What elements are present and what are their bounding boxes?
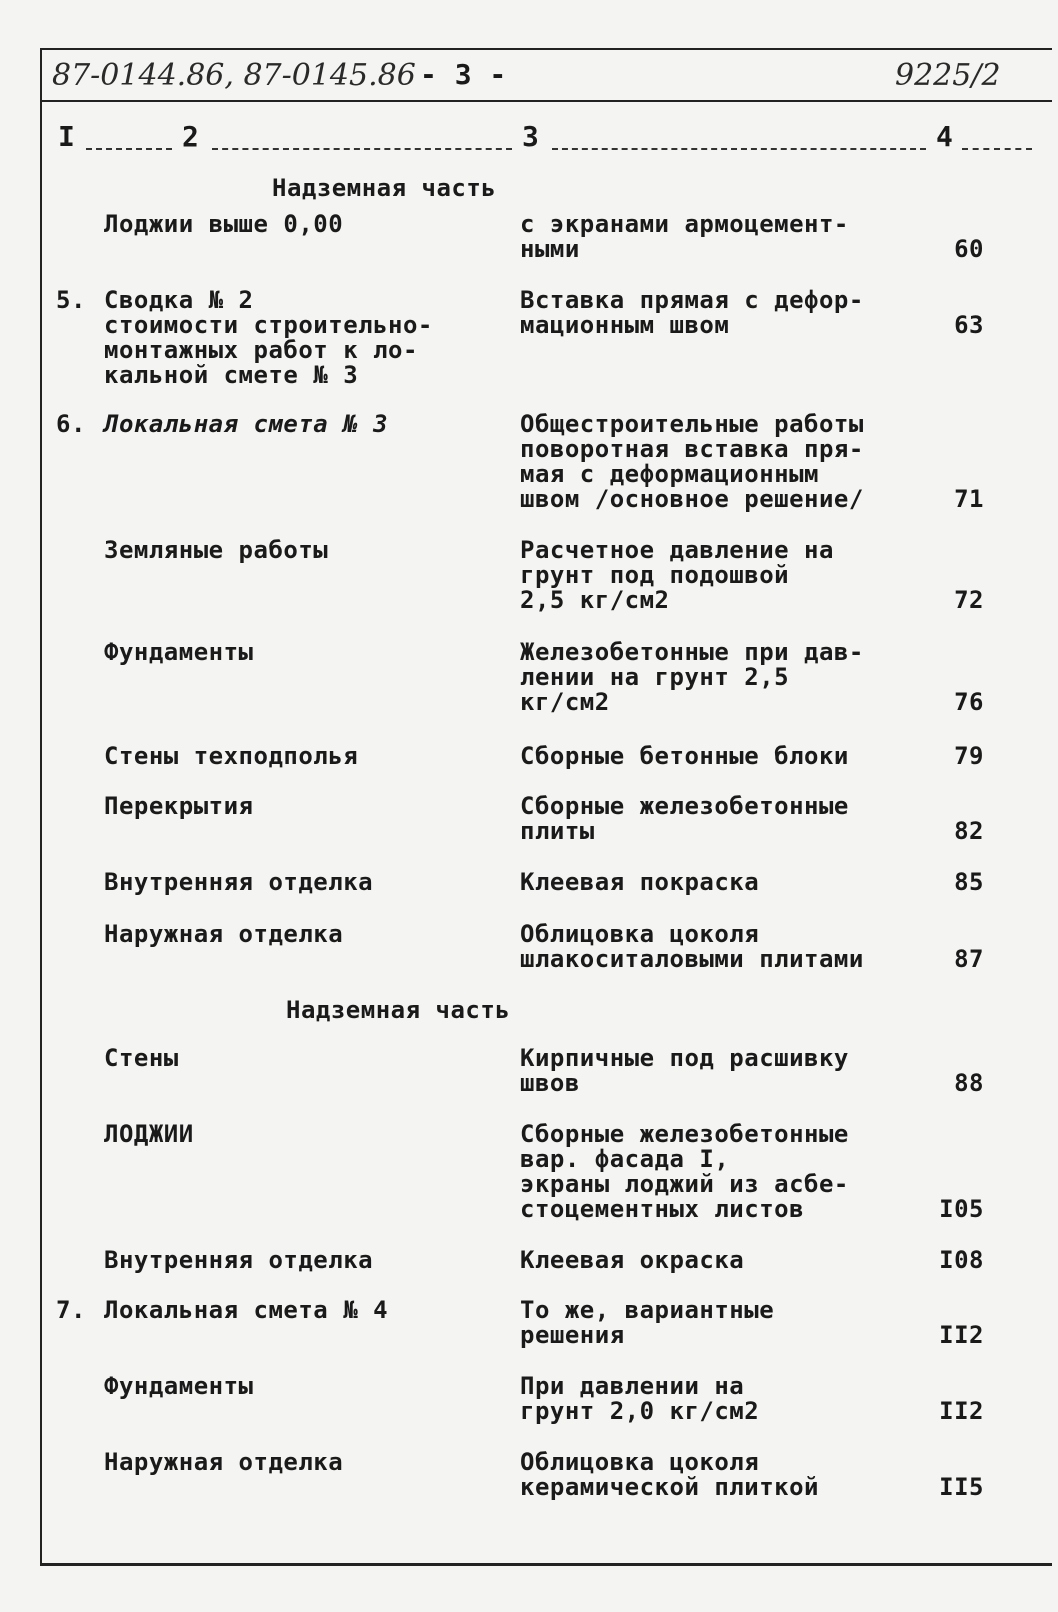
row-page: 88 [954, 1069, 984, 1097]
row-description: вар. фасада I, [520, 1145, 730, 1173]
row-description: лении на грунт 2,5 [520, 663, 790, 691]
row-description: ными [520, 235, 580, 263]
row-description: Клеевая окраска [520, 1246, 745, 1274]
row-description: швом /основное решение/ [520, 485, 864, 513]
row-name: ЛОДЖИИ [104, 1120, 194, 1148]
row-page: 71 [954, 485, 984, 513]
row-description: мая с деформационным [520, 460, 819, 488]
row-description: Облицовка цоколя [520, 1448, 760, 1476]
row-name: Наружная отделка [104, 920, 344, 948]
row-description: с экранами армоцемент- [520, 210, 849, 238]
row-description: шлакоситаловыми плитами [520, 945, 864, 973]
row-page: II2 [939, 1397, 984, 1425]
row-page: I08 [939, 1246, 984, 1274]
row-description: При давлении на [520, 1372, 745, 1400]
column-separator [212, 148, 512, 150]
row-description: решения [520, 1321, 625, 1349]
row-description: грунт 2,0 кг/см2 [520, 1397, 760, 1425]
row-name: Земляные работы [104, 536, 329, 564]
row-name: стоимости строительно- [104, 311, 433, 339]
row-description: Клеевая покраска [520, 868, 760, 896]
row-description: Общестроительные работы [520, 410, 864, 438]
page-number: - 3 - [420, 58, 507, 91]
column-number-1: I [58, 120, 76, 153]
row-description: Облицовка цоколя [520, 920, 760, 948]
row-name: Локальная смета № 4 [104, 1296, 389, 1324]
row-name: Наружная отделка [104, 1448, 344, 1476]
row-name: Лоджии выше 0,00 [104, 210, 344, 238]
row-description: поворотная вставка пря- [520, 435, 864, 463]
row-name: Локальная смета № 3 [104, 410, 389, 438]
row-description: Железобетонные при дав- [520, 638, 864, 666]
row-name: Внутренняя отделка [104, 1246, 374, 1274]
row-description: швов [520, 1069, 580, 1097]
row-page: 76 [954, 688, 984, 716]
section-heading: Надземная часть [286, 996, 511, 1024]
row-page: 60 [954, 235, 984, 263]
row-name: Фундаменты [104, 1372, 254, 1400]
row-name: Внутренняя отделка [104, 868, 374, 896]
row-description: стоцементных листов [520, 1195, 805, 1223]
row-number: 5. [56, 286, 86, 314]
row-name: Стены [104, 1044, 179, 1072]
row-description: экраны лоджий из асбе- [520, 1170, 849, 1198]
section-heading: Надземная часть [272, 174, 497, 202]
row-page: 63 [954, 311, 984, 339]
row-name: Стены техподполья [104, 742, 359, 770]
row-description: плиты [520, 817, 595, 845]
row-page: II5 [939, 1473, 984, 1501]
row-name: кальной смете № 3 [104, 361, 359, 389]
row-number: 6. [56, 410, 86, 438]
row-number: 7. [56, 1296, 86, 1324]
row-page: I05 [939, 1195, 984, 1223]
row-description: кг/см2 [520, 688, 610, 716]
row-page: 82 [954, 817, 984, 845]
column-separator [552, 148, 926, 150]
column-separator [86, 148, 172, 150]
row-description: Сборные железобетонные [520, 792, 849, 820]
row-name: Перекрытия [104, 792, 254, 820]
document-codes: 87-0144.86, 87-0145.86 [52, 58, 416, 93]
row-page: 85 [954, 868, 984, 896]
column-number-2: 2 [182, 120, 200, 153]
row-description: Расчетное давление на [520, 536, 834, 564]
column-number-3: 3 [522, 120, 540, 153]
row-name: монтажных работ к ло- [104, 336, 418, 364]
row-page: 72 [954, 586, 984, 614]
row-description: керамической плиткой [520, 1473, 819, 1501]
row-page: II2 [939, 1321, 984, 1349]
row-description: 2,5 кг/см2 [520, 586, 670, 614]
sheet-number: 9225/2 [895, 58, 1001, 93]
row-description: То же, вариантные [520, 1296, 775, 1324]
row-description: грунт под подошвой [520, 561, 790, 589]
column-number-4: 4 [936, 120, 954, 153]
row-description: Сборные бетонные блоки [520, 742, 849, 770]
header-divider [40, 100, 1052, 102]
row-page: 79 [954, 742, 984, 770]
row-name: Фундаменты [104, 638, 254, 666]
row-description: Сборные железобетонные [520, 1120, 849, 1148]
row-name: Сводка № 2 [104, 286, 254, 314]
column-separator [962, 148, 1032, 150]
row-page: 87 [954, 945, 984, 973]
row-description: Кирпичные под расшивку [520, 1044, 849, 1072]
row-description: мационным швом [520, 311, 730, 339]
row-description: Вставка прямая с дефор- [520, 286, 864, 314]
